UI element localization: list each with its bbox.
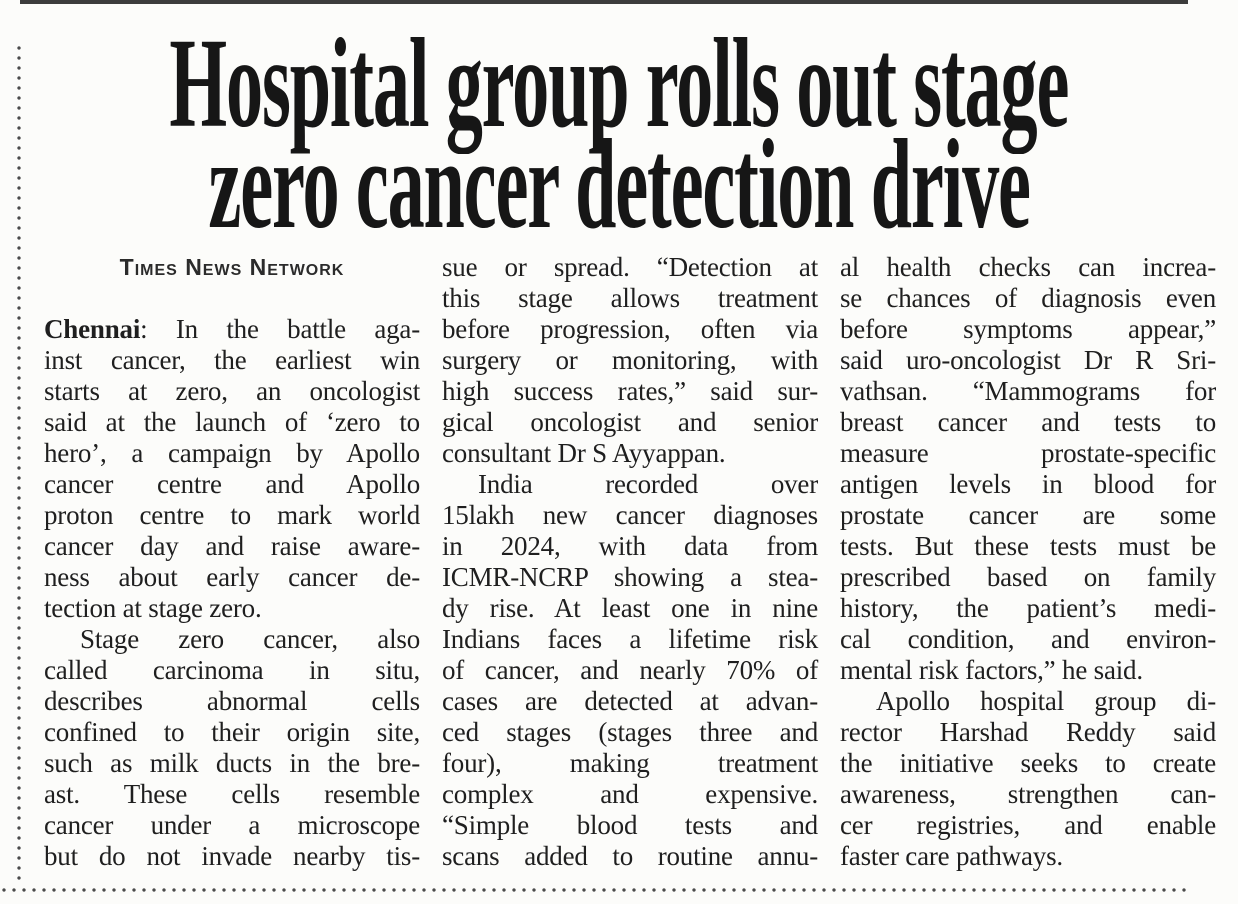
article-line: cer registries, and enable [840, 810, 1216, 840]
article-line: tests. But these tests must be [840, 531, 1216, 561]
article-line: this stage allows treatment [442, 283, 818, 313]
article-line: proton centre to mark world [44, 500, 420, 530]
article-line: scans added to routine annu- [442, 841, 818, 871]
article-line: cancer centre and Apollo [44, 469, 420, 499]
article-line: in 2024, with data from [442, 531, 818, 561]
article-line: 15lakh new cancer diagnoses [442, 500, 818, 530]
article-line: surgery or monitoring, with [442, 345, 818, 375]
article-line: such as milk ducts in the bre- [44, 748, 420, 778]
article-line: describes abnormal cells [44, 686, 420, 716]
column-3 [840, 252, 1216, 872]
article-line: but do not invade nearby tis- [44, 841, 420, 871]
article-line: measure prostate-specific [840, 438, 1216, 468]
article-line: the initiative seeks to create [840, 748, 1216, 778]
headline-line-2: zero cancer detection drive [208, 113, 1030, 255]
left-dotted-border [17, 46, 21, 884]
article-line: said uro-oncologist Dr R Sri- [840, 345, 1216, 375]
article-line: called carcinoma in situ, [44, 655, 420, 685]
article-line: history, the patient’s medi- [840, 593, 1216, 623]
article-line: ness about early cancer de- [44, 562, 420, 592]
article-line: prescribed based on family [840, 562, 1216, 592]
article-line: cancer under a microscope [44, 810, 420, 840]
article-line: sue or spread. “Detection at [442, 252, 818, 282]
article-line: ICMR-NCRP showing a stea- [442, 562, 818, 592]
article-line: ast. These cells resemble [44, 779, 420, 809]
article-line: ced stages (stages three and [442, 717, 818, 747]
article-line: four), making treatment [442, 748, 818, 778]
article-line: hero’, a campaign by Apollo [44, 438, 420, 468]
article-line: rector Harshad Reddy said [840, 717, 1216, 747]
article-line: tection at stage zero. [44, 593, 262, 623]
article-line: prostate cancer are some [840, 500, 1216, 530]
article-line: said at the launch of ‘zero to [44, 407, 420, 437]
column-1 [44, 252, 420, 872]
article-line: “Simple blood tests and [442, 810, 818, 840]
byline: Times News Network [119, 254, 345, 280]
article-line: India recorded over [478, 469, 818, 499]
article-line: inst cancer, the earliest win [44, 345, 420, 375]
article-line: Indians faces a lifetime risk [442, 624, 818, 654]
article-line: consultant Dr S Ayyappan. [442, 438, 726, 468]
article-line: breast cancer and tests to [840, 407, 1216, 437]
article-line: al health checks can increa- [840, 252, 1216, 282]
article-line: se chances of diagnosis even [840, 283, 1216, 313]
article-line: mental risk factors,” he said. [840, 655, 1143, 685]
article-line: starts at zero, an oncologist [44, 376, 420, 406]
bottom-dotted-border [2, 888, 1192, 892]
column-2 [442, 252, 818, 872]
article-line: of cancer, and nearly 70% of [442, 655, 818, 685]
headline [0, 0, 1238, 255]
article-line: confined to their origin site, [44, 717, 420, 747]
article-line: before progression, often via [442, 314, 818, 344]
article-body [44, 252, 1216, 872]
dateline-bold: Chennai [44, 314, 141, 344]
article-line: high success rates,” said sur- [442, 376, 818, 406]
article-line: Apollo hospital group di- [876, 686, 1216, 716]
article-line: awareness, strengthen can- [840, 779, 1216, 809]
article-line: cases are detected at advan- [442, 686, 818, 716]
article-line: cal condition, and environ- [840, 624, 1216, 654]
article-line: antigen levels in blood for [840, 469, 1216, 499]
article-line: before symptoms appear,” [840, 314, 1216, 344]
article-line: vathsan. “Mammograms for [840, 376, 1216, 406]
article-line: dy rise. At least one in nine [442, 593, 818, 623]
headline-line-1: Hospital group rolls out stage [169, 12, 1069, 154]
article-line: Chennai: In the battle aga- [44, 314, 420, 344]
article-line: complex and expensive. [442, 779, 818, 809]
article-line: cancer day and raise aware- [44, 531, 420, 561]
article-line: gical oncologist and senior [442, 407, 818, 437]
article-line: Stage zero cancer, also [80, 624, 420, 654]
article-line: faster care pathways. [840, 841, 1063, 871]
top-rule [20, 0, 1188, 4]
